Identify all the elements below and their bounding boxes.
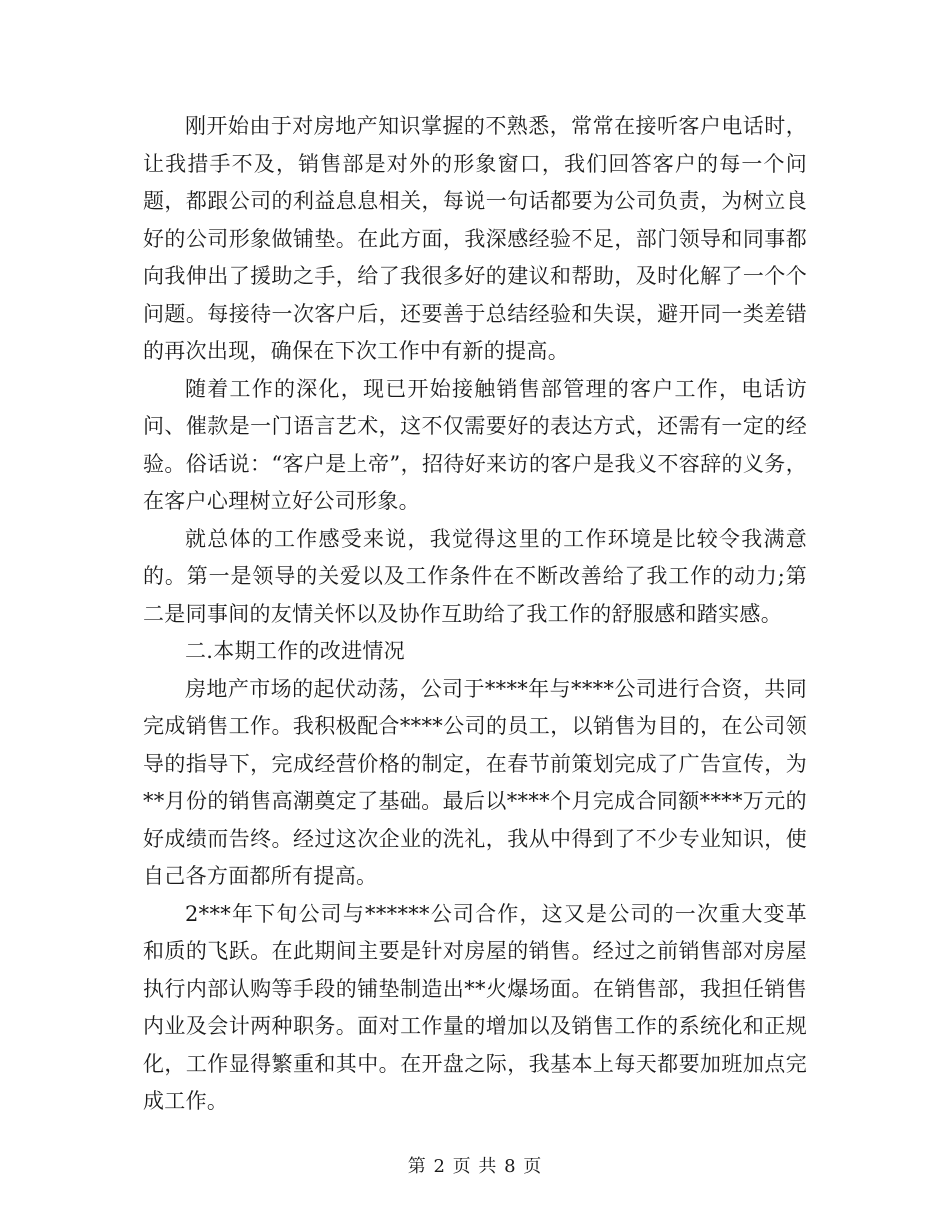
document-body — [143, 108, 807, 1121]
paragraph-2: 随着工作的深化，现已开始接触销售部管理的客户工作，电话访问、催款是一门语言艺术，这不仅需要好的表达方式，还需有一定的经验。俗话说：“客户是上帝”，招待好来访的客户是我义不容辞的义务，在客户心理树立好公司形象。 — [143, 376, 807, 513]
paragraph-3: 就总体的工作感受来说，我觉得这里的工作环境是比较令我满意的。第一是领导的关爱以及工作条件在不断改善给了我工作的动力;第二是同事间的友情关怀以及协作互助给了我工作的舒服感和踏实感。 — [143, 526, 807, 626]
paragraph-1: 刚开始由于对房地产知识掌握的不熟悉，常常在接听客户电话时，让我措手不及，销售部是对外的形象窗口，我们回答客户的每一个问题，都跟公司的利益息息相关，每说一句话都要为公司负责，为树立良好的公司形象做铺垫。在此方面，我深感经验不足，部门领导和同事都向我伸出了援助之手，给了我很多好的建议和帮助，及时化解了一个个问题。每接待一次客户后，还要善于总结经验和失误，避开同一类差错的再次出现，确保在下次工作中有新的提高。 — [143, 114, 807, 363]
paragraph-5: 2***年下旬公司与******公司合作，这又是公司的一次重大变革和质的飞跃。在此期间主要是针对房屋的销售。经过之前销售部对房屋执行内部认购等手段的铺垫制造出**火爆场面。在销售部，我担任销售内业及会计两种职务。面对工作量的增加以及销售工作的系统化和正规化，工作显得繁重和其中。在开盘之际，我基本上每天都要加班加点完成工作。 — [143, 901, 807, 1113]
paragraph-4: 房地产市场的起伏动荡，公司于****年与****公司进行合资，共同完成销售工作。我积极配合****公司的员工，以销售为目的，在公司领导的指导下，完成经营价格的制定，在春节前策划完成了广告宣传，为**月份的销售高潮奠定了基础。最后以****个月完成合同额****万元的好成绩而告终。经过这次企业的洗礼，我从中得到了不少专业知识，使自己各方面都所有提高。 — [143, 676, 807, 888]
section-heading: 二.本期工作的改进情况 — [185, 639, 405, 663]
page-number-footer: 第 2 页 共 8 页 — [407, 1156, 543, 1177]
